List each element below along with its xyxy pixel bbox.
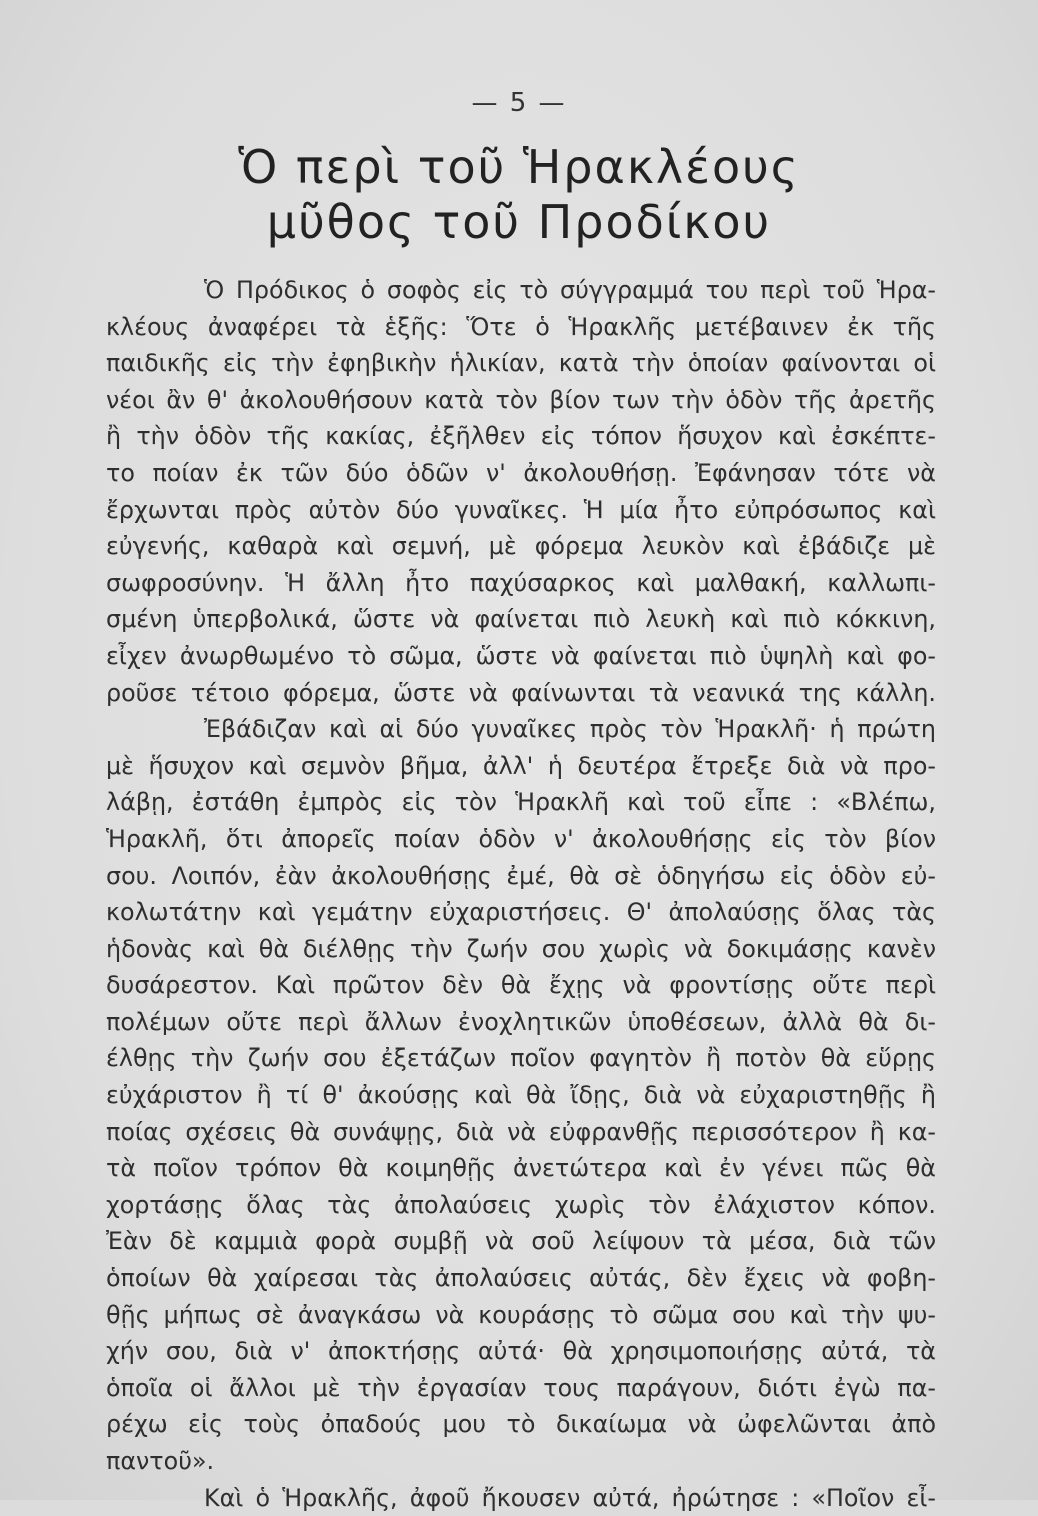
text-line: μὲ ἥσυχον καὶ σεμνὸν βῆμα, ἀλλ' ἡ δευτέρα ἔτρεξε διὰ νὰ προ- [106,751,936,780]
text-line: το ποίαν ἐκ τῶν δύο ὁδῶν ν' ἀκολουθήσῃ. Ἐφάνησαν τότε νὰ [106,458,936,487]
text-line: εὐγενής, καθαρὰ καὶ σεμνή, μὲ φόρεμα λευκὸν καὶ ἐβάδιζε μὲ [106,532,936,561]
text-line: κλέους ἀναφέρει τὰ ἑξῆς: Ὅτε ὁ Ἡρακλῆς μετέβαινεν ἐκ τῆς [106,312,936,341]
text-line: παιδικῆς εἰς τὴν ἐφηβικὴν ἡλικίαν, κατὰ τὴν ὁποίαν φαίνονται οἱ [106,349,936,378]
text-line: ὁποίων θὰ χαίρεσαι τὰς ἀπολαύσεις αὐτάς, δὲν ἔχεις νὰ φοβη- [106,1264,936,1293]
text-line: σωφροσύνην. Ἡ ἄλλη ἦτο παχύσαρκος καὶ μαλθακή, καλλωπι- [106,568,936,597]
text-line: ρέχω εἰς τοὺς ὀπαδούς μου τὸ δικαίωμα νὰ ὠφελῶνται ἀπὸ [106,1410,936,1439]
text-line: Ὁ Πρόδικος ὁ σοφὸς εἰς τὸ σύγγραμμά του περὶ τοῦ Ἡρα- [204,276,936,304]
page-number: — 5 — [471,88,567,118]
text-line: ἢ τὴν ὁδὸν τῆς κακίας, ἐξῆλθεν εἰς τόπον ἥσυχον καὶ ἐσκέπτε- [106,422,936,451]
text-line: εἶχεν ἀνωρθωμένο τὸ σῶμα, ὥστε νὰ φαίνεται πιὸ ὑψηλὴ καὶ φο- [106,641,936,670]
text-line: νέοι ἂν θ' ἀκολουθήσουν κατὰ τὸν βίον των τὴν ὁδὸν τῆς ἀρετῆς [106,385,936,414]
text-line: Ἡρακλῆ, ὅτι ἀπορεῖς ποίαν ὁδὸν ν' ἀκολουθήσῃς εἰς τὸν βίον [106,824,936,853]
text-line: ἔρχωνται πρὸς αὐτὸν δύο γυναῖκες. Ἡ μία ἦτο εὐπρόσωπος καὶ [106,495,936,524]
text-line: εὐχάριστον ἢ τί θ' ἀκούσῃς καὶ θὰ ἴδῃς, διὰ νὰ εὐχαριστηθῇς ἢ [106,1081,936,1110]
text-line: θῇς μήπως σὲ ἀναγκάσω νὰ κουράσῃς τὸ σῶμα σου καὶ τὴν ψυ- [106,1300,936,1329]
text-line: σου. Λοιπόν, ἐὰν ἀκολουθήσῃς ἐμέ, θὰ σὲ ὁδηγήσω εἰς ὁδὸν εὐ- [106,861,936,890]
chapter-title-line-1: Ὁ περὶ τοῦ Ἡρακλέους [238,140,800,194]
text-line: έλθῃς τὴν ζωήν σου ἐξετάζων ποῖον φαγητὸν ἢ ποτὸν θὰ εὕρῃς [106,1044,936,1073]
text-line: ὁποῖα οἱ ἄλλοι μὲ τὴν ἐργασίαν τους παράγουν, διότι ἐγὼ πα- [106,1373,936,1402]
text-line: χήν σου, διὰ ν' ἀποκτήσῃς αὐτά· θὰ χρησιμοποιήσῃς αὐτά, τὰ [106,1337,936,1366]
text-line: κολωτάτην καὶ γεμάτην εὐχαριστήσεις. Θ' ἀπολαύσῃς ὅλας τὰς [106,898,936,927]
text-line: Ἐβάδιζαν καὶ αἱ δύο γυναῖκες πρὸς τὸν Ἡρακλῆ· ἡ πρώτη [204,715,936,744]
text-line: Ἐὰν δὲ καμμιὰ φορὰ συμβῇ νὰ σοῦ λείψουν τὰ μέσα, διὰ τῶν [106,1227,936,1256]
text-line: παντοῦ». [106,1447,215,1475]
text-line: ποίας σχέσεις θὰ συνάψῃς, διὰ νὰ εὐφρανθῇς περισσότερον ἢ κα- [106,1117,936,1146]
text-line: Καὶ ὁ Ἡρακλῆς, ἀφοῦ ἤκουσεν αὐτά, ἠρώτησε : «Ποῖον εἶ- [204,1483,936,1512]
text-line: ροῦσε τέτοιο φόρεμα, ὥστε νὰ φαίνωνται τὰ νεανικά της κάλλη. [106,678,936,707]
text-line: πολέμων οὔτε περὶ ἄλλων ἐνοχλητικῶν ὑποθέσεων, ἀλλὰ θὰ δι- [106,1007,936,1036]
text-line: χορτάσῃς ὅλας τὰς ἀπολαύσεις χωρὶς τὸν ἐλάχιστον κόπον. [106,1190,936,1219]
text-line: τὰ ποῖον τρόπον θὰ κοιμηθῇς ἀνετώτερα καὶ ἐν γένει πῶς θὰ [106,1154,936,1183]
body-text [106,272,936,1516]
text-line: ἡδονὰς καὶ θὰ διέλθῃς τὴν ζωήν σου χωρὶς νὰ δοκιμάσῃς κανὲν [106,934,936,963]
text-line: λάβῃ, ἐστάθη ἐμπρὸς εἰς τὸν Ἡρακλῆ καὶ τοῦ εἶπε : «Βλέπω, [106,788,936,817]
chapter-title-line-2: μῦθος τοῦ Προδίκου [266,195,772,249]
text-line: σμένη ὑπερβολικά, ὥστε νὰ φαίνεται πιὸ λευκὴ καὶ πιὸ κόκκινη, [106,605,936,634]
text-line: δυσάρεστον. Καὶ πρῶτον δὲν θὰ ἔχῃς νὰ φροντίσῃς οὔτε περὶ [106,971,936,1000]
